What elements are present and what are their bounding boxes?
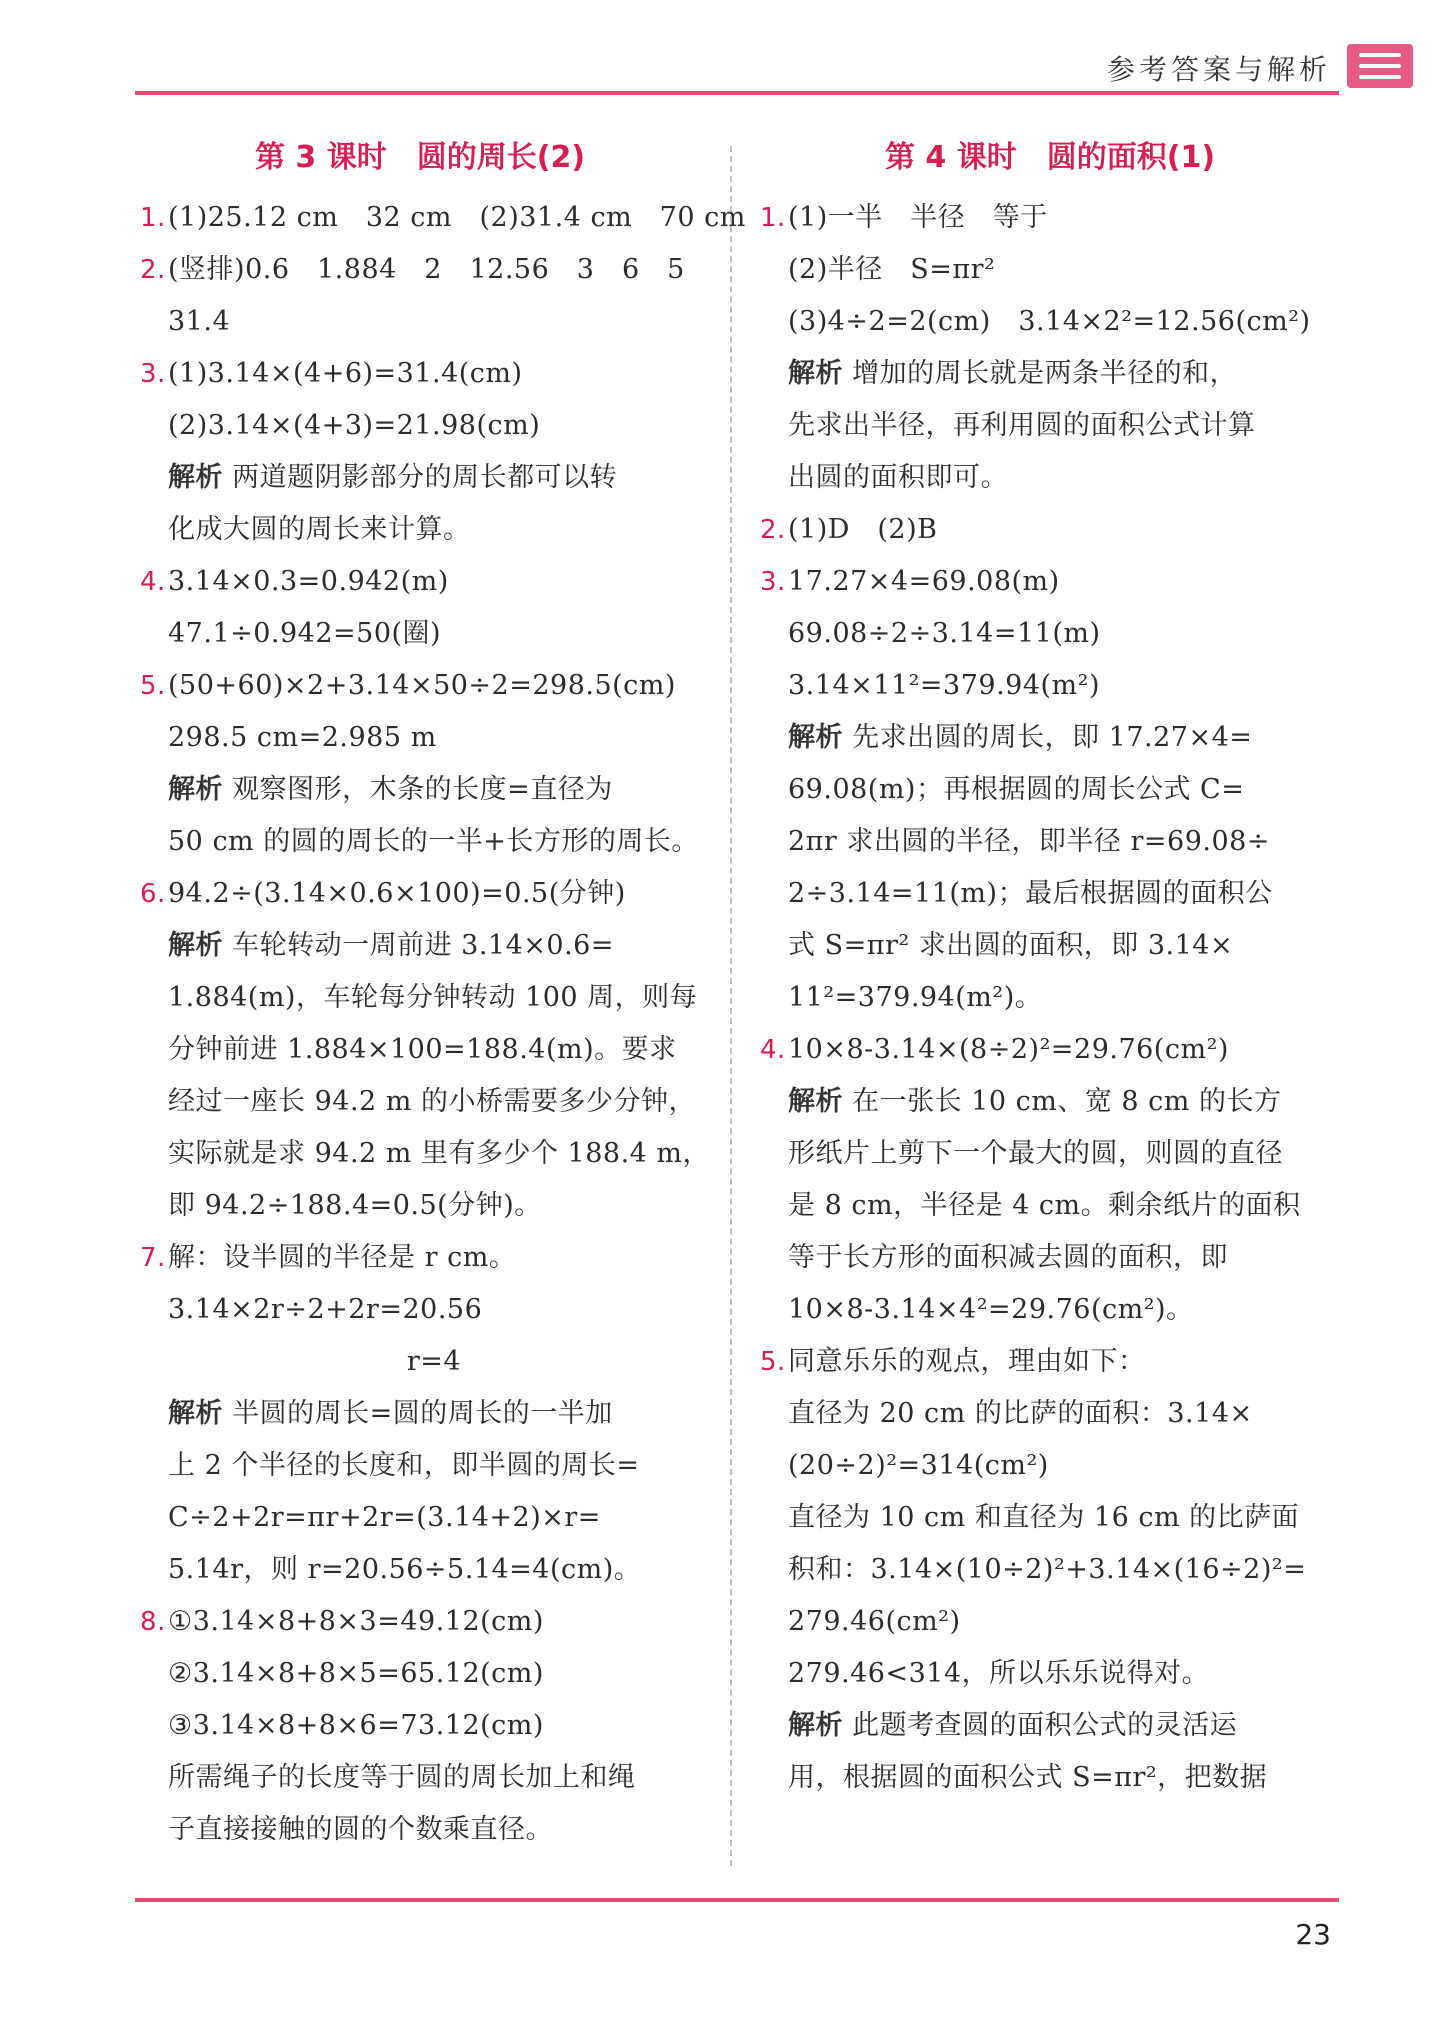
analysis-tag: 解析: [168, 774, 223, 805]
section-title: 第 3 课时 圆的周长(2): [254, 140, 586, 175]
analysis-line: [760, 712, 1340, 764]
question-number: 1.: [140, 203, 166, 233]
answer-line: [140, 1232, 700, 1284]
answer-line: [140, 712, 700, 764]
line-text: ②3.14×8+8×5=65.12(cm): [168, 1658, 544, 1689]
line-text: 279.46<314，所以乐乐说得对。: [788, 1658, 1210, 1689]
line-text: 积和：3.14×(10÷2)²+3.14×(16÷2)²=: [788, 1554, 1307, 1585]
answer-line: [140, 972, 700, 1024]
line-text: 形纸片上剪下一个最大的圆，则圆的直径: [788, 1138, 1283, 1169]
line-text: (1)25.12 cm 32 cm (2)31.4 cm 70 cm: [168, 202, 746, 233]
line-text: 17.27×4=69.08(m): [788, 566, 1060, 597]
line-text: 解：设半圆的半径是 r cm。: [168, 1242, 517, 1273]
analysis-tag: 解析: [788, 358, 843, 389]
answer-line: [760, 1336, 1340, 1388]
answer-line: [760, 1492, 1340, 1544]
answer-line: [760, 244, 1340, 296]
line-text: 经过一座长 94.2 m 的小桥需要多少分钟，: [168, 1086, 696, 1117]
line-text: (1)D (2)B: [788, 514, 938, 545]
line-text: 31.4: [168, 306, 231, 337]
answer-line: [140, 556, 700, 608]
answer-line: [140, 608, 700, 660]
analysis-line: [760, 1076, 1340, 1128]
line-text: 式 S=πr² 求出圆的面积，即 3.14×: [788, 930, 1234, 961]
answer-line: [760, 608, 1340, 660]
question-number: 2.: [140, 255, 166, 285]
answer-line: [140, 816, 700, 868]
answer-line: [760, 764, 1340, 816]
answer-line: [760, 296, 1340, 348]
question-number: 5.: [760, 1347, 786, 1377]
answer-line: [140, 1492, 700, 1544]
line-text: 47.1÷0.942=50(圈): [168, 618, 442, 649]
line-text: 半圆的周长=圆的周长的一半加: [223, 1398, 613, 1429]
line-text: 用，根据圆的面积公式 S=πr²，把数据: [788, 1762, 1268, 1793]
line-text: 增加的周长就是两条半径的和，: [843, 358, 1238, 389]
answer-line: [140, 192, 746, 244]
answer-line: [140, 1180, 700, 1232]
list-icon: [1347, 44, 1413, 88]
right-column: [760, 132, 1340, 1804]
analysis-line: [140, 764, 700, 816]
analysis-line: [140, 920, 700, 972]
analysis-line: [140, 1388, 700, 1440]
answer-line: [760, 1648, 1340, 1700]
line-text: 3.14×0.3=0.942(m): [168, 566, 449, 597]
line-text: 所需绳子的长度等于圆的周长加上和绳: [168, 1762, 636, 1793]
answer-line: [760, 868, 1340, 920]
analysis-tag: 解析: [788, 1086, 843, 1117]
answer-line: [140, 296, 700, 348]
answer-lines: [140, 192, 746, 1856]
line-text: 直径为 10 cm 和直径为 16 cm 的比萨面: [788, 1502, 1300, 1533]
header-rule: [135, 91, 1339, 95]
question-number: 3.: [140, 359, 166, 389]
line-text: ①3.14×8+8×3=49.12(cm): [168, 1606, 544, 1637]
line-text: 此题考查圆的面积公式的灵活运: [843, 1710, 1238, 1741]
question-number: 5.: [140, 671, 166, 701]
answer-line: [140, 504, 700, 556]
column-divider: [730, 146, 732, 1866]
answer-line: [140, 1648, 700, 1700]
line-text: 69.08(m)；再根据圆的周长公式 C=: [788, 774, 1245, 805]
question-number: 8.: [140, 1607, 166, 1637]
analysis-tag: 解析: [168, 930, 223, 961]
line-text: 观察图形，木条的长度=直径为: [223, 774, 613, 805]
question-number: 4.: [140, 567, 166, 597]
line-text: 同意乐乐的观点，理由如下：: [788, 1346, 1146, 1377]
header-label: 参考答案与解析: [1106, 53, 1331, 86]
left-column: [140, 132, 746, 1856]
line-text: 50 cm 的圆的周长的一半+长方形的周长。: [168, 826, 699, 857]
line-text: 实际就是求 94.2 m 里有多少个 188.4 m，: [168, 1138, 711, 1169]
answer-line: [140, 1284, 700, 1336]
answer-line: [760, 1232, 1340, 1284]
line-text: 车轮转动一周前进 3.14×0.6=: [223, 930, 614, 961]
line-text: 两道题阴影部分的周长都可以转: [223, 462, 618, 493]
analysis-tag: 解析: [788, 722, 843, 753]
answer-line: [760, 504, 1340, 556]
question-number: 2.: [760, 515, 786, 545]
line-text: 在一张长 10 cm、宽 8 cm 的长方: [843, 1086, 1282, 1117]
answer-line: [760, 1180, 1340, 1232]
line-text: (竖排)0.6 1.884 2 12.56 3 6 5: [168, 254, 685, 285]
line-text: 化成大圆的周长来计算。: [168, 514, 471, 545]
line-text: 是 8 cm，半径是 4 cm。剩余纸片的面积: [788, 1190, 1301, 1221]
question-number: 6.: [140, 879, 166, 909]
line-text: 上 2 个半径的长度和，即半圆的周长=: [168, 1450, 640, 1481]
answer-line: [760, 920, 1340, 972]
analysis-line: [760, 348, 1340, 400]
question-number: 3.: [760, 567, 786, 597]
question-number: 4.: [760, 1035, 786, 1065]
line-text: 出圆的面积即可。: [788, 462, 1008, 493]
answer-line: [140, 1804, 700, 1856]
line-text: 94.2÷(3.14×0.6×100)=0.5(分钟): [168, 878, 626, 909]
answer-line: [760, 816, 1340, 868]
question-number: 7.: [140, 1243, 166, 1273]
line-text: 等于长方形的面积减去圆的面积，即: [788, 1242, 1228, 1273]
answer-line: [760, 192, 1340, 244]
line-text: r=4: [406, 1346, 462, 1377]
line-text: 即 94.2÷188.4=0.5(分钟)。: [168, 1190, 542, 1221]
answer-line: [140, 244, 700, 296]
analysis-tag: 解析: [168, 462, 223, 493]
line-text: (50+60)×2+3.14×50÷2=298.5(cm): [168, 670, 676, 701]
line-text: (1)3.14×(4+6)=31.4(cm): [168, 358, 523, 389]
section-title: 第 4 课时 圆的面积(1): [884, 140, 1216, 175]
line-text: (2)半径 S=πr²: [788, 254, 996, 285]
answer-line: [760, 1284, 1340, 1336]
answer-line: [760, 1596, 1340, 1648]
line-text: C÷2+2r=πr+2r=(3.14+2)×r=: [168, 1502, 601, 1533]
answer-line: [760, 1752, 1340, 1804]
footer-rule: [135, 1898, 1339, 1902]
analysis-tag: 解析: [788, 1710, 843, 1741]
answer-line: [140, 400, 700, 452]
answer-line: [760, 400, 1340, 452]
analysis-line: [140, 452, 700, 504]
answer-line: [140, 1336, 700, 1388]
line-text: ③3.14×8+8×6=73.12(cm): [168, 1710, 544, 1741]
line-text: 分钟前进 1.884×100=188.4(m)。要求: [168, 1034, 677, 1065]
answer-line: [140, 1024, 700, 1076]
answer-line: [760, 452, 1340, 504]
answer-line: [140, 1700, 700, 1752]
answer-line: [760, 1128, 1340, 1180]
line-text: 3.14×11²=379.94(m²): [788, 670, 1101, 701]
answer-line: [760, 1024, 1340, 1076]
line-text: 279.46(cm²): [788, 1606, 961, 1637]
answer-line: [140, 868, 700, 920]
line-text: (3)4÷2=2(cm) 3.14×2²=12.56(cm²): [788, 306, 1311, 337]
answer-line: [140, 660, 700, 712]
answer-line: [760, 556, 1340, 608]
line-text: 1.884(m)，车轮每分钟转动 100 周，则每: [168, 982, 698, 1013]
answer-line: [760, 1388, 1340, 1440]
answer-line: [140, 1752, 700, 1804]
line-text: (2)3.14×(4+3)=21.98(cm): [168, 410, 541, 441]
analysis-line: [760, 1700, 1340, 1752]
line-text: 2÷3.14=11(m)；最后根据圆的面积公: [788, 878, 1273, 909]
analysis-tag: 解析: [168, 1398, 223, 1429]
line-text: 子直接接触的圆的个数乘直径。: [168, 1814, 553, 1845]
answer-line: [760, 1544, 1340, 1596]
line-text: 298.5 cm=2.985 m: [168, 722, 437, 753]
line-text: 5.14r，则 r=20.56÷5.14=4(cm)。: [168, 1554, 642, 1585]
line-text: (1)一半 半径 等于: [788, 202, 1048, 233]
line-text: 先求出圆的周长，即 17.27×4=: [843, 722, 1253, 753]
answer-line: [140, 1128, 711, 1180]
line-text: 10×8-3.14×4²=29.76(cm²)。: [788, 1294, 1194, 1325]
answer-line: [760, 1440, 1340, 1492]
line-text: 直径为 20 cm 的比萨的面积：3.14×: [788, 1398, 1253, 1429]
line-text: 10×8-3.14×(8÷2)²=29.76(cm²): [788, 1034, 1229, 1065]
answer-line: [140, 1440, 700, 1492]
line-text: 2πr 求出圆的半径，即半径 r=69.08÷: [788, 826, 1270, 857]
answer-line: [140, 1544, 700, 1596]
answer-line: [760, 972, 1340, 1024]
answer-line: [140, 348, 700, 400]
line-text: 先求出半径，再利用圆的面积公式计算: [788, 410, 1256, 441]
line-text: 11²=379.94(m²)。: [788, 982, 1043, 1013]
question-number: 1.: [760, 203, 786, 233]
answer-line: [760, 660, 1340, 712]
line-text: 3.14×2r÷2+2r=20.56: [168, 1294, 483, 1325]
answer-line: [140, 1076, 700, 1128]
page-number: 23: [1295, 1918, 1331, 1951]
answer-line: [140, 1596, 700, 1648]
line-text: 69.08÷2÷3.14=11(m): [788, 618, 1101, 649]
line-text: (20÷2)²=314(cm²): [788, 1450, 1049, 1481]
answer-lines: [760, 192, 1340, 1804]
